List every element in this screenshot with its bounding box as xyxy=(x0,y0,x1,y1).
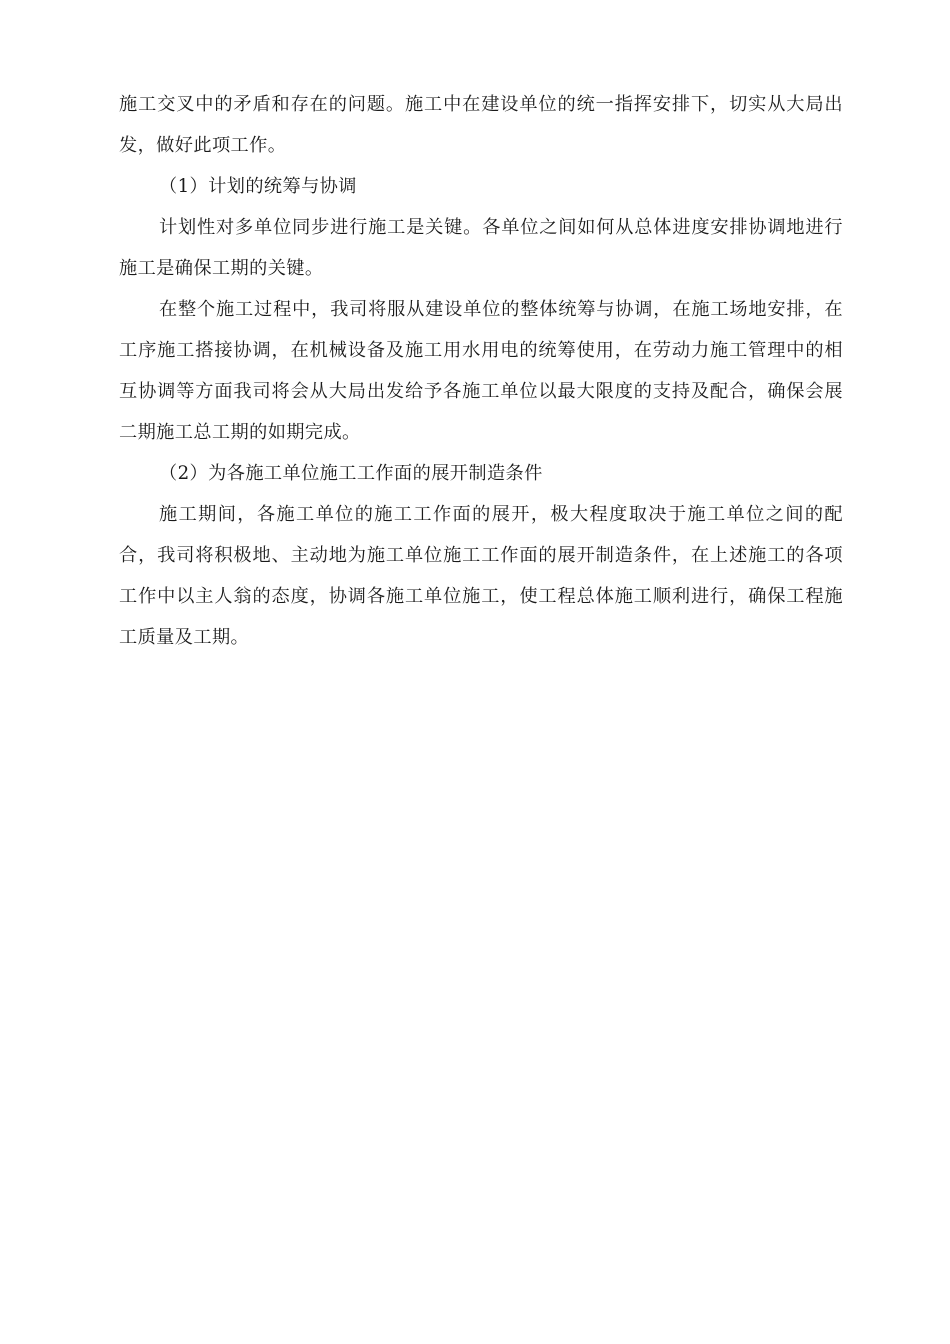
section-heading-1: （1）计划的统筹与协调 xyxy=(159,176,357,197)
paragraph-coordination: 在整个施工过程中，我司将服从建设单位的整体统筹与协调，在施工场地安排，在工序施工搭接协调，在机械设备及施工用水用电的统筹使用，在劳动力施工管理中的相互协调等方面我司将会从大局出发给予各施工单位以最大限度的支持及配合，确保会展二期施工总工期的如期完成。 xyxy=(119,299,843,443)
paragraph-plan-importance: 计划性对多单位同步进行施工是关键。各单位之间如何从总体进度安排协调地进行施工是确保工期的关键。 xyxy=(119,217,843,279)
section-heading-2: （2）为各施工单位施工工作面的展开制造条件 xyxy=(159,463,543,484)
paragraph-work-surface: 施工期间，各施工单位的施工工作面的展开，极大程度取决于施工单位之间的配合，我司将积极地、主动地为施工单位施工工作面的展开制造条件，在上述施工的各项工作中以主人翁的态度，协调各施工单位施工，使工程总体施工顺利进行，确保工程施工质量及工期。 xyxy=(119,504,843,648)
paragraph-continuation: 施工交叉中的矛盾和存在的问题。施工中在建设单位的统一指挥安排下，切实从大局出发，做好此项工作。 xyxy=(119,94,843,156)
document-page xyxy=(119,84,843,658)
